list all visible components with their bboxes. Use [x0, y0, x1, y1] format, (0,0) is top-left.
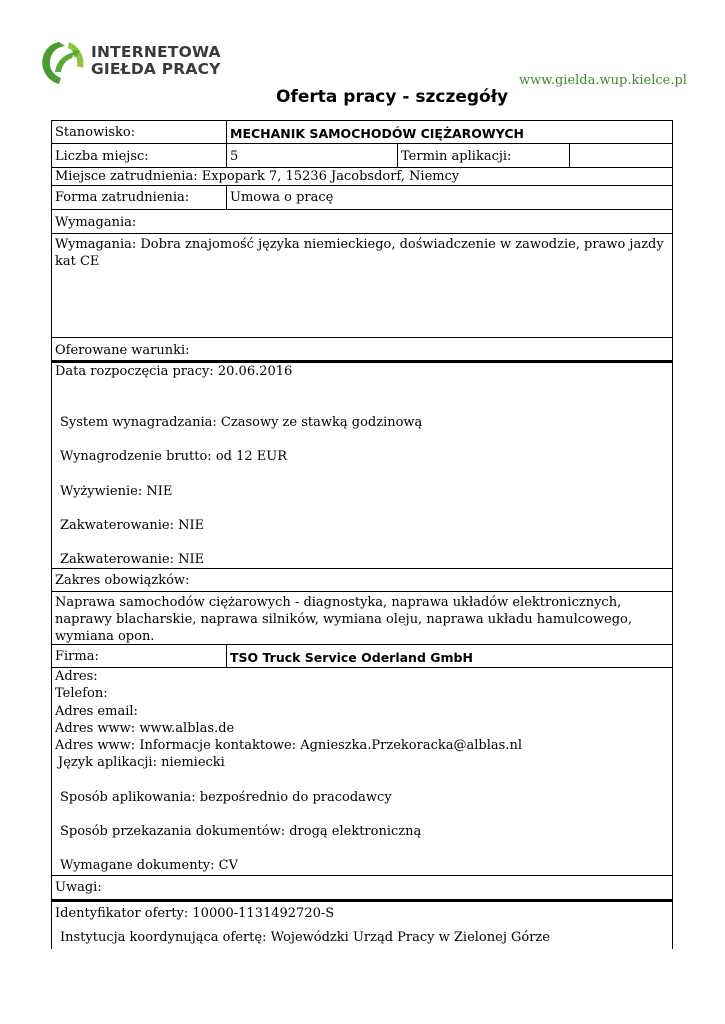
offer-id-block [51, 900, 673, 949]
contact-line: Telefon: [55, 686, 108, 701]
position-row [51, 120, 673, 144]
logo-line1: INTERNETOWA [91, 43, 221, 61]
duties-text: Naprawa samochodów ciężarowych - diagnostyka, naprawa układów elektronicznych, naprawy blacharskie, naprawa silników, wymiana oleju, naprawa układu hamulcowego, wymiana opon. [55, 595, 632, 644]
offered-label: Oferowane warunki: [55, 343, 190, 358]
site-url[interactable]: www.gielda.wup.kielce.pl [519, 73, 687, 88]
offered-block [51, 361, 673, 569]
logo-text [91, 44, 221, 78]
company-label: Firma: [55, 649, 99, 664]
company-value: TSO Truck Service Oderland GmbH [230, 650, 473, 665]
notes-label: Uwagi: [55, 880, 102, 895]
contact-block [51, 668, 673, 876]
contact-line: Adres: [55, 669, 98, 684]
offer-id: Identyfikator oferty: 10000-1131492720-S [55, 906, 335, 921]
offer-table [51, 120, 673, 949]
contact-line: Adres email: [55, 704, 138, 719]
logo-icon [39, 38, 89, 88]
places-label: Liczba miejsc: [55, 149, 149, 164]
duties-label-row [51, 569, 673, 592]
requirements-text: Wymagania: Dobra znajomość języka niemieckiego, doświadczenie w zawodzie, prawo jazdy kat CE [55, 237, 664, 269]
position-value: MECHANIK SAMOCHODÓW CIĘŻAROWYCH [230, 126, 524, 141]
employment-form-value: Umowa o pracę [230, 190, 334, 205]
contact-line: Sposób przekazania dokumentów: drogą elektroniczną [60, 824, 422, 839]
deadline-value [570, 144, 672, 167]
offered-item: System wynagradzania: Czasowy ze stawką godzinową [60, 415, 423, 430]
offered-label-row [51, 338, 673, 361]
contact-line: Adres www: Informacje kontaktowe: Agnieszka.Przekoracka@alblas.nl [55, 738, 522, 753]
contact-line: Adres www: www.alblas.de [55, 721, 235, 736]
contact-line: Sposób aplikowania: bezpośrednio do pracodawcy [60, 790, 392, 805]
coordinator: Instytucja koordynująca ofertę: Wojewódzki Urząd Pracy w Zielonej Górze [60, 930, 550, 945]
contact-line: Język aplikacji: niemiecki [58, 755, 225, 770]
employment-form-row [51, 186, 673, 210]
requirements-label: Wymagania: [55, 215, 137, 230]
offered-item: Zakwaterowanie: NIE [60, 552, 205, 567]
notes-row [51, 876, 673, 900]
company-row [51, 645, 673, 668]
requirements-text-row [51, 234, 673, 338]
duties-text-row [51, 592, 673, 645]
logo [39, 38, 229, 88]
position-label: Stanowisko: [55, 125, 136, 140]
places-row [51, 144, 673, 168]
location-text: Miejsce zatrudnienia: Expopark 7, 15236 Jacobsdorf, Niemcy [55, 169, 460, 184]
duties-label: Zakres obowiązków: [55, 573, 190, 588]
offered-item: Data rozpoczęcia pracy: 20.06.2016 [55, 364, 293, 379]
logo-line2: GIEŁDA PRACY [91, 60, 221, 78]
page-title: Oferta pracy - szczegóły [276, 87, 509, 107]
location-row [51, 168, 673, 186]
deadline-label: Termin aplikacji: [401, 149, 512, 164]
places-value: 5 [230, 149, 239, 164]
offered-item: Zakwaterowanie: NIE [60, 518, 205, 533]
offered-item: Wyżywienie: NIE [60, 484, 173, 499]
employment-form-label: Forma zatrudnienia: [55, 190, 190, 205]
contact-line: Wymagane dokumenty: CV [60, 858, 238, 873]
offered-item: Wynagrodzenie brutto: od 12 EUR [60, 449, 288, 464]
requirements-label-row [51, 210, 673, 234]
